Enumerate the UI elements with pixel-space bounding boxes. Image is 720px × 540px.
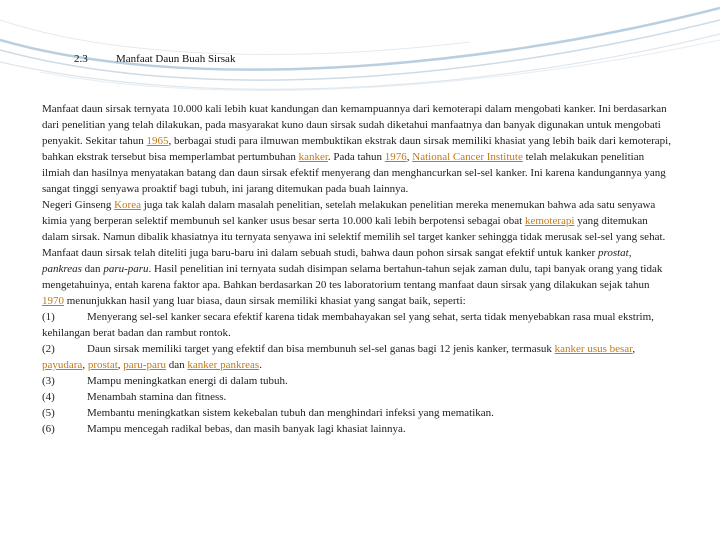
- link-kanker[interactable]: kanker: [298, 151, 328, 163]
- link-prostat[interactable]: prostat: [87, 359, 118, 371]
- link-kanker-usus-besar[interactable]: kanker usus besar: [554, 343, 633, 355]
- article-body: [42, 101, 674, 437]
- paragraph-study: Manfaat daun sirsak telah diteliti juga baru-baru ini dalam sebuah studi, bahwa daun pohon sirsak sangat efektif untuk kanker prostat, pankreas dan paru-paru. Hasil penelitian ini ternyata sudah disimpan selama bertahun-tahun sejak zaman dulu, tapi banyak orang yang tidak mengetahuinya, entah karena faktor apa. Bahkan berdasarkan 20 tes laboratorium tentang manfaat daun sirsak yang dilakukan sejak tahun 1970 menunjukkan hasil yang luar biasa, daun sirsak memiliki khasiat yang sangat baik, seperti:: [42, 247, 663, 307]
- list-item: (2) Daun sirsak memiliki target yang efektif dan bisa membunuh sel-sel ganas bagi 12 jenis kanker, termasuk kanker usus besar, payudara, prostat, paru-paru dan kanker pankreas.: [42, 343, 636, 371]
- link-paru-paru[interactable]: paru-paru: [123, 359, 167, 371]
- link-1976[interactable]: 1976: [384, 151, 407, 163]
- link-kemoterapi[interactable]: kemoterapi: [524, 215, 575, 227]
- section-heading: [74, 53, 235, 65]
- section-title: Manfaat Daun Buah Sirsak: [116, 53, 236, 65]
- link-korea[interactable]: Korea: [114, 199, 141, 211]
- link-1965[interactable]: 1965: [146, 135, 169, 147]
- list-item: (1) Menyerang sel-sel kanker secara efektif karena tidak membahayakan sel yang sehat, serta tidak menyebabkan rasa mual ekstrim, kehilangan berat badan dan rambut rontok.: [42, 311, 654, 339]
- link-payudara[interactable]: payudara: [42, 359, 83, 371]
- paragraph-intro: Manfaat daun sirsak ternyata 10.000 kali lebih kuat kandungan dan kemampuannya dari kemoterapi dalam mengobati kanker. Ini berdasarkan dari penelitian yang telah dilakukan, pada masyarakat kuno daun sirsak sudah diketahui manfaatnya dan banyak digunakan untuk mengobati penyakit. Sekitar tahun 1965, berbagai studi para ilmuwan membuktikan ekstrak daun sirsak memiliki khasiat yang lebih baik dari kemoterapi, bahkan ekstrak tersebut bisa memperlambat pertumbuhan kanker. Pada tahun 1976, National Cancer Institute telah melakukan penelitian ilmiah dan hasilnya menyatakan batang dan daun sirsak efektif menyerang dan menghancurkan sel-sel kanker. Ini karena kandungannya yang sangat tinggi senyawa proaktif bagi tubuh, ini jarang ditemukan pada buah lainnya.: [42, 103, 671, 195]
- list-item: (3) Mampu meningkatkan energi di dalam tubuh.: [42, 375, 288, 387]
- list-item: (4) Menambah stamina dan fitness.: [42, 391, 227, 403]
- link-kanker-pankreas[interactable]: kanker pankreas: [187, 359, 260, 371]
- list-item: (5) Membantu meningkatkan sistem kekebalan tubuh dan menghindari infeksi yang mematikan.: [42, 407, 494, 419]
- link-1970[interactable]: 1970: [42, 295, 64, 307]
- section-number: 2.3: [74, 53, 88, 65]
- paragraph-korea: Negeri Ginseng Korea juga tak kalah dalam masalah penelitian, setelah melakukan penelitian mereka menemukan bahwa ada satu senyawa kimia yang berperan selektif membunuh sel kanker usus besar serta 10.000 kali lebih berpotensi sebagai obat kemoterapi yang ditemukan dalam sirsak. Namun dibalik khasiatnya itu ternyata senyawa ini selektif memilih sel target kanker sehingga tidak merusak sel-sel yang sehat.: [42, 199, 666, 243]
- link-national-cancer-institute[interactable]: National Cancer Institute: [412, 151, 523, 163]
- list-item: (6) Mampu mencegah radikal bebas, dan masih banyak lagi khasiat lainnya.: [42, 423, 406, 435]
